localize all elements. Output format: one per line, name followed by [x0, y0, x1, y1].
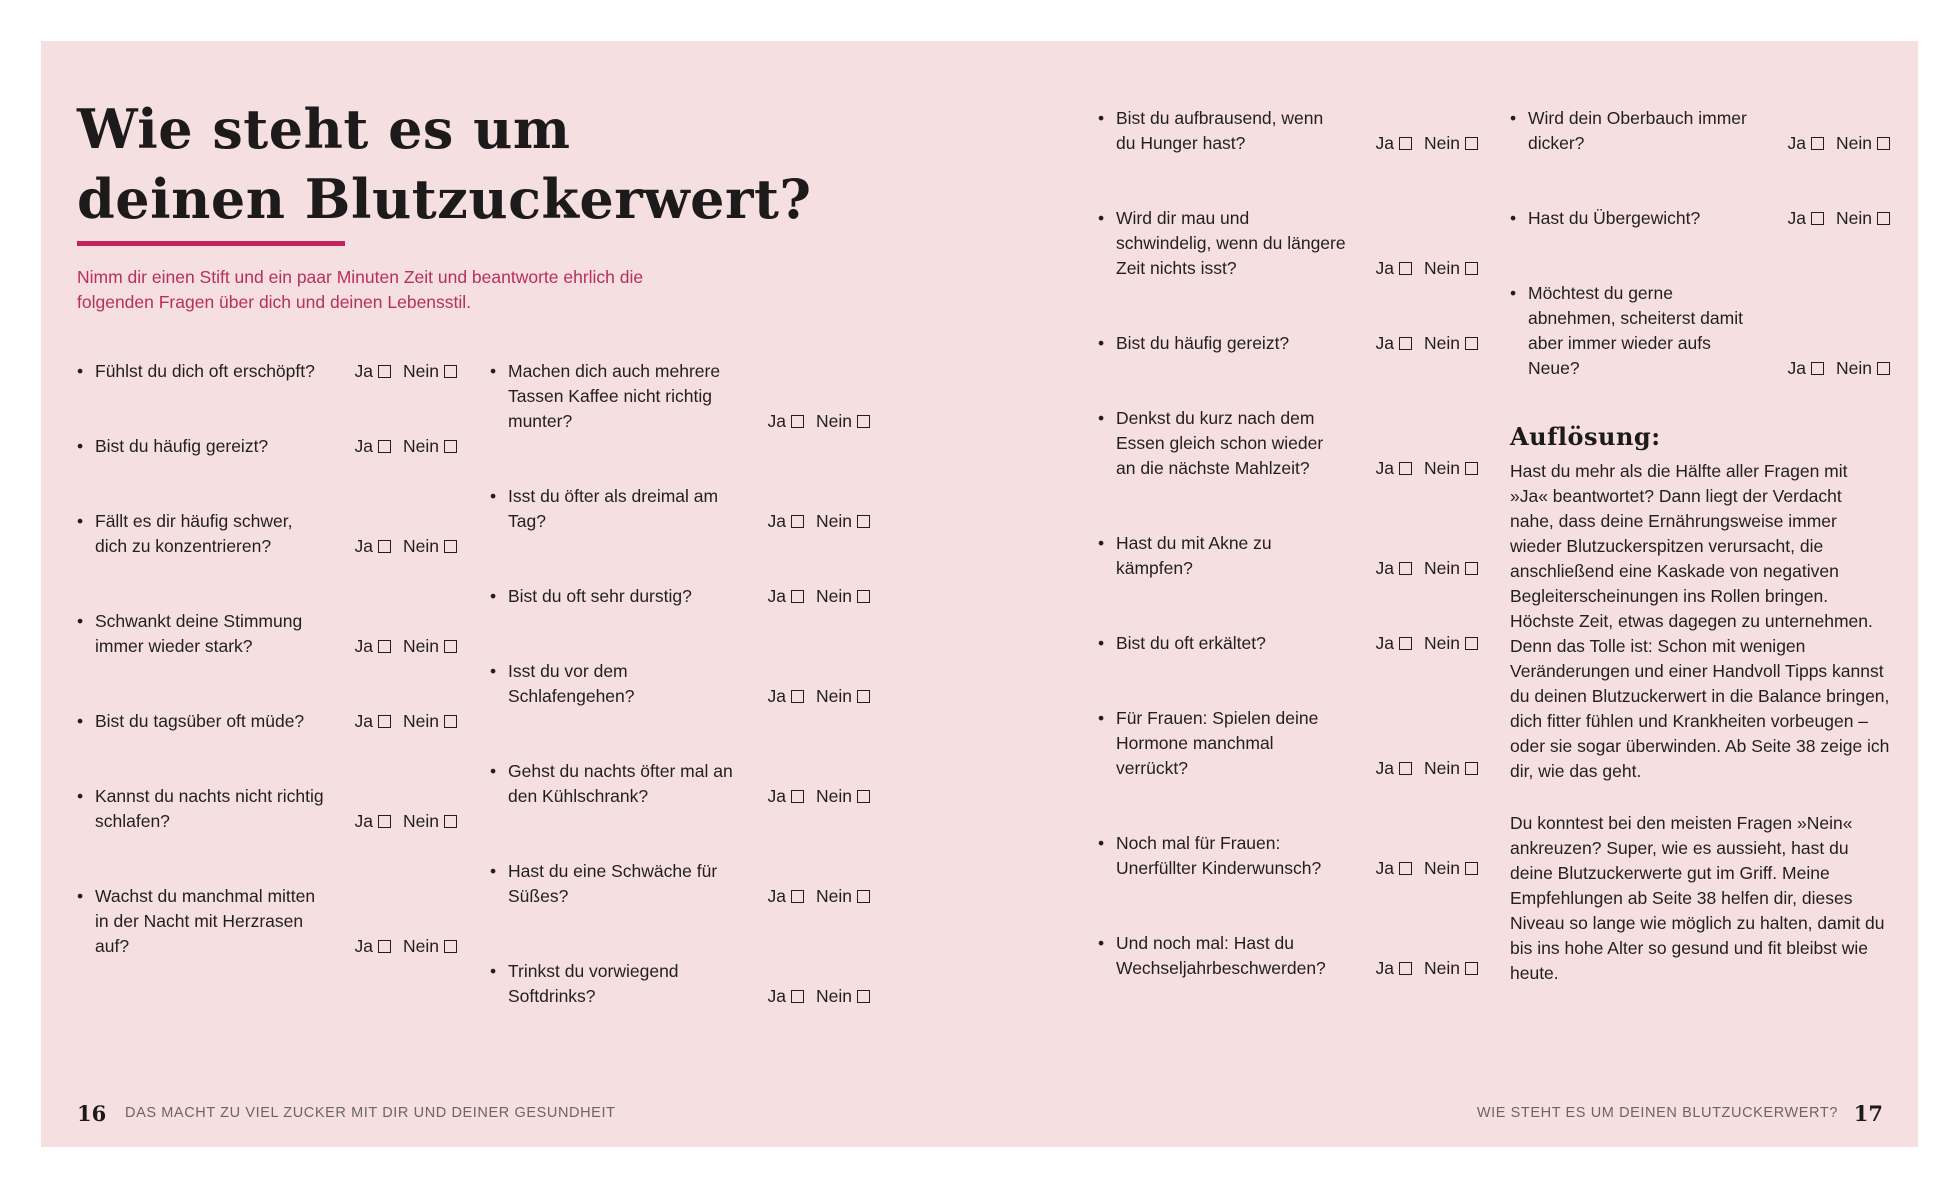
yes-checkbox[interactable] — [791, 515, 804, 528]
no-checkbox[interactable] — [1465, 462, 1478, 475]
yes-label: Ja — [1375, 858, 1394, 878]
no-checkbox[interactable] — [1465, 337, 1478, 350]
no-checkbox[interactable] — [444, 940, 457, 953]
no-label: Nein — [1424, 633, 1460, 653]
question-item — [1098, 206, 1478, 281]
yes-checkbox[interactable] — [1399, 262, 1412, 275]
no-label: Nein — [816, 411, 852, 431]
question-text: • Noch mal für Frauen: Unerfüllter Kinderwunsch? — [1098, 831, 1346, 881]
no-checkbox[interactable] — [1877, 137, 1890, 150]
answer-options — [1788, 131, 1890, 156]
answer-options — [355, 434, 457, 459]
question-text: • Möchtest du gerne abnehmen, scheiterst damit aber immer wieder aufs Neue? — [1510, 281, 1758, 381]
no-checkbox[interactable] — [857, 515, 870, 528]
question-item — [77, 784, 457, 834]
question-item — [1098, 331, 1478, 356]
question-text: • Bist du aufbrausend, wenn du Hunger hast? — [1098, 106, 1346, 156]
yes-label: Ja — [354, 711, 373, 731]
yes-checkbox[interactable] — [1811, 137, 1824, 150]
answer-options — [1376, 956, 1478, 981]
yes-checkbox[interactable] — [378, 815, 391, 828]
no-checkbox[interactable] — [444, 640, 457, 653]
no-checkbox[interactable] — [444, 715, 457, 728]
question-item — [1510, 281, 1890, 381]
question-text: • Trinkst du vorwiegend Softdrinks? — [490, 959, 738, 1009]
no-label: Nein — [816, 986, 852, 1006]
question-text: • Kannst du nachts nicht richtig schlafen? — [77, 784, 325, 834]
no-checkbox[interactable] — [1465, 862, 1478, 875]
no-checkbox[interactable] — [1465, 762, 1478, 775]
answer-options — [768, 509, 870, 534]
question-item — [1098, 106, 1478, 156]
no-checkbox[interactable] — [857, 790, 870, 803]
title-underline — [77, 241, 345, 246]
yes-label: Ja — [1787, 208, 1806, 228]
no-checkbox[interactable] — [857, 590, 870, 603]
yes-checkbox[interactable] — [791, 990, 804, 1003]
answer-options — [1376, 856, 1478, 881]
question-item — [1098, 831, 1478, 881]
no-checkbox[interactable] — [444, 540, 457, 553]
no-checkbox[interactable] — [857, 415, 870, 428]
yes-checkbox[interactable] — [1399, 337, 1412, 350]
no-checkbox[interactable] — [1877, 362, 1890, 375]
no-label: Nein — [403, 711, 439, 731]
no-label: Nein — [1424, 333, 1460, 353]
yes-label: Ja — [767, 411, 786, 431]
title-line-2: deinen Blutzuckerwert? — [77, 167, 812, 231]
no-label: Nein — [1424, 458, 1460, 478]
yes-label: Ja — [1375, 558, 1394, 578]
no-checkbox[interactable] — [444, 815, 457, 828]
yes-label: Ja — [1375, 133, 1394, 153]
no-label: Nein — [816, 686, 852, 706]
yes-label: Ja — [354, 811, 373, 831]
question-item — [490, 584, 870, 609]
question-item — [1098, 931, 1478, 981]
answer-options — [1376, 756, 1478, 781]
question-item — [490, 484, 870, 534]
question-text: • Isst du öfter als dreimal am Tag? — [490, 484, 738, 534]
no-label: Nein — [1836, 133, 1872, 153]
question-item — [490, 659, 870, 709]
yes-label: Ja — [767, 786, 786, 806]
yes-label: Ja — [1375, 333, 1394, 353]
no-checkbox[interactable] — [857, 690, 870, 703]
question-text: • Bist du tagsüber oft müde? — [77, 709, 325, 734]
question-item — [77, 609, 457, 659]
question-text: • Denkst du kurz nach dem Essen gleich schon wieder an die nächste Mahlzeit? — [1098, 406, 1346, 481]
right-running-head: WIE STEHT ES UM DEINEN BLUTZUCKERWERT? — [1476, 1105, 1838, 1121]
answer-options — [355, 934, 457, 959]
question-item — [490, 859, 870, 909]
question-item — [1510, 206, 1890, 231]
yes-label: Ja — [354, 936, 373, 956]
yes-label: Ja — [767, 511, 786, 531]
yes-checkbox[interactable] — [1399, 462, 1412, 475]
yes-label: Ja — [354, 436, 373, 456]
no-checkbox[interactable] — [1465, 262, 1478, 275]
no-label: Nein — [1424, 758, 1460, 778]
question-item — [490, 759, 870, 809]
yes-label: Ja — [1375, 458, 1394, 478]
yes-checkbox[interactable] — [1399, 762, 1412, 775]
no-label: Nein — [816, 786, 852, 806]
question-text: • Fällt es dir häufig schwer, dich zu konzentrieren? — [77, 509, 325, 559]
no-checkbox[interactable] — [857, 890, 870, 903]
answer-options — [768, 884, 870, 909]
no-label: Nein — [816, 586, 852, 606]
no-label: Nein — [403, 361, 439, 381]
answer-options — [1788, 206, 1890, 231]
answer-options — [768, 584, 870, 609]
no-checkbox[interactable] — [444, 440, 457, 453]
question-text: • Wird dein Oberbauch immer dicker? — [1510, 106, 1758, 156]
no-checkbox[interactable] — [1465, 962, 1478, 975]
no-label: Nein — [1424, 258, 1460, 278]
answer-options — [1376, 331, 1478, 356]
yes-checkbox[interactable] — [1399, 137, 1412, 150]
yes-label: Ja — [354, 636, 373, 656]
book-spread — [41, 41, 1918, 1147]
question-text: • Fühlst du dich oft erschöpft? — [77, 359, 325, 384]
yes-label: Ja — [1375, 758, 1394, 778]
answer-options — [768, 984, 870, 1009]
question-column-1 — [77, 359, 457, 1009]
right-page-number: 17 — [1853, 1101, 1883, 1126]
yes-checkbox[interactable] — [791, 690, 804, 703]
answer-options — [355, 359, 457, 384]
question-item — [1510, 106, 1890, 156]
yes-label: Ja — [1375, 258, 1394, 278]
question-text: • Und noch mal: Hast du Wechseljahrbeschwerden? — [1098, 931, 1346, 981]
no-label: Nein — [1836, 358, 1872, 378]
question-item — [490, 959, 870, 1009]
question-item — [77, 434, 457, 459]
yes-checkbox[interactable] — [791, 890, 804, 903]
yes-checkbox[interactable] — [791, 415, 804, 428]
question-text: • Wird dir mau und schwindelig, wenn du längere Zeit nichts isst? — [1098, 206, 1346, 281]
no-label: Nein — [403, 936, 439, 956]
question-item — [77, 359, 457, 384]
yes-checkbox[interactable] — [378, 640, 391, 653]
question-text: • Für Frauen: Spielen deine Hormone manchmal verrückt? — [1098, 706, 1346, 781]
solution-paragraph-1: Hast du mehr als die Hälfte aller Fragen mit »Ja« beantwortet? Dann liegt der Verdacht nahe, dass deine Ernährungsweise immer wieder Blutzuckerspitzen verursacht, die anschließend eine Kaskade von negativen Begleiterscheinungen ins Rollen bringen. Höchste Zeit, etwas dagegen zu unternehmen. Denn das Tolle ist: Schon mit wenigen Veränderungen und einer Handvoll Tipps kannst du deinen Blutzuckerwert in die Balance bringen, dich fitter fühlen und Krankheiten vorbeugen – oder sie sogar überwinden. Ab Seite 38 zeige ich dir, wie das geht. — [1510, 461, 1890, 781]
question-item — [1098, 706, 1478, 781]
no-label: Nein — [403, 811, 439, 831]
question-text: • Hast du mit Akne zu kämpfen? — [1098, 531, 1346, 581]
no-label: Nein — [403, 636, 439, 656]
question-text: • Machen dich auch mehrere Tassen Kaffee nicht richtig munter? — [490, 359, 738, 434]
answer-options — [1376, 556, 1478, 581]
question-item — [490, 359, 870, 434]
no-checkbox[interactable] — [1465, 137, 1478, 150]
yes-checkbox[interactable] — [1399, 562, 1412, 575]
answer-options — [768, 784, 870, 809]
answer-options — [768, 684, 870, 709]
yes-label: Ja — [767, 686, 786, 706]
yes-label: Ja — [1375, 958, 1394, 978]
yes-checkbox[interactable] — [378, 715, 391, 728]
question-item — [77, 709, 457, 734]
yes-label: Ja — [354, 361, 373, 381]
yes-checkbox[interactable] — [378, 940, 391, 953]
yes-checkbox[interactable] — [1811, 362, 1824, 375]
answer-options — [1376, 456, 1478, 481]
page-title — [77, 94, 812, 234]
no-label: Nein — [403, 436, 439, 456]
answer-options — [768, 409, 870, 434]
no-checkbox[interactable] — [444, 365, 457, 378]
yes-checkbox[interactable] — [1399, 862, 1412, 875]
question-text: • Schwankt deine Stimmung immer wieder stark? — [77, 609, 325, 659]
no-label: Nein — [1424, 958, 1460, 978]
question-item — [1098, 631, 1478, 656]
answer-options — [355, 709, 457, 734]
no-checkbox[interactable] — [1465, 637, 1478, 650]
answer-options — [355, 634, 457, 659]
yes-checkbox[interactable] — [378, 365, 391, 378]
yes-label: Ja — [1787, 358, 1806, 378]
answer-options — [1376, 256, 1478, 281]
yes-checkbox[interactable] — [791, 590, 804, 603]
question-text: • Hast du eine Schwäche für Süßes? — [490, 859, 738, 909]
no-label: Nein — [1424, 133, 1460, 153]
question-text: • Isst du vor dem Schlafengehen? — [490, 659, 738, 709]
yes-checkbox[interactable] — [378, 540, 391, 553]
yes-checkbox[interactable] — [1399, 637, 1412, 650]
left-page-number: 16 — [77, 1101, 107, 1126]
question-item — [1098, 406, 1478, 481]
left-running-head: DAS MACHT ZU VIEL ZUCKER MIT DIR UND DEINER GESUNDHEIT — [125, 1105, 616, 1121]
yes-label: Ja — [1375, 633, 1394, 653]
question-item — [1098, 531, 1478, 581]
intro-text: Nimm dir einen Stift und ein paar Minuten Zeit und beantworte ehrlich die folgenden Fragen über dich und deinen Lebensstil. — [77, 267, 644, 312]
no-label: Nein — [816, 511, 852, 531]
no-label: Nein — [1424, 858, 1460, 878]
question-text: • Wachst du manchmal mitten in der Nacht mit Herzrasen auf? — [77, 884, 325, 959]
yes-label: Ja — [767, 586, 786, 606]
no-label: Nein — [403, 536, 439, 556]
question-text: • Bist du oft erkältet? — [1098, 631, 1346, 656]
yes-checkbox[interactable] — [378, 440, 391, 453]
yes-label: Ja — [1787, 133, 1806, 153]
question-text: • Hast du Übergewicht? — [1510, 206, 1758, 231]
question-text: • Bist du häufig gereizt? — [1098, 331, 1346, 356]
no-checkbox[interactable] — [1877, 212, 1890, 225]
yes-checkbox[interactable] — [1399, 962, 1412, 975]
answer-options — [355, 809, 457, 834]
answer-options — [355, 534, 457, 559]
question-item — [77, 509, 457, 559]
yes-checkbox[interactable] — [791, 790, 804, 803]
solution-heading: Auflösung: — [1510, 422, 1661, 451]
no-checkbox[interactable] — [1465, 562, 1478, 575]
yes-label: Ja — [767, 986, 786, 1006]
question-text: • Bist du häufig gereizt? — [77, 434, 325, 459]
solution-paragraph-2: Du konntest bei den meisten Fragen »Nein« ankreuzen? Super, wie es aussieht, hast du deine Blutzuckerwerte gut im Griff. Meine Empfehlungen ab Seite 38 helfen dir, dieses Niveau so lange wie möglich zu halten, damit du bis ins hohe Alter so gesund und fit bleibst wie heute. — [1510, 813, 1885, 983]
no-label: Nein — [1424, 558, 1460, 578]
yes-label: Ja — [354, 536, 373, 556]
yes-checkbox[interactable] — [1811, 212, 1824, 225]
question-column-2 — [490, 359, 870, 1059]
question-text: • Bist du oft sehr durstig? — [490, 584, 738, 609]
question-item — [77, 884, 457, 959]
answer-options — [1376, 631, 1478, 656]
title-line-1: Wie steht es um — [77, 97, 571, 161]
question-column-4 — [1510, 106, 1890, 431]
answer-options — [1788, 356, 1890, 381]
no-label: Nein — [1836, 208, 1872, 228]
no-checkbox[interactable] — [857, 990, 870, 1003]
yes-label: Ja — [767, 886, 786, 906]
question-column-3 — [1098, 106, 1478, 1031]
question-text: • Gehst du nachts öfter mal an den Kühlschrank? — [490, 759, 738, 809]
answer-options — [1376, 131, 1478, 156]
no-label: Nein — [816, 886, 852, 906]
